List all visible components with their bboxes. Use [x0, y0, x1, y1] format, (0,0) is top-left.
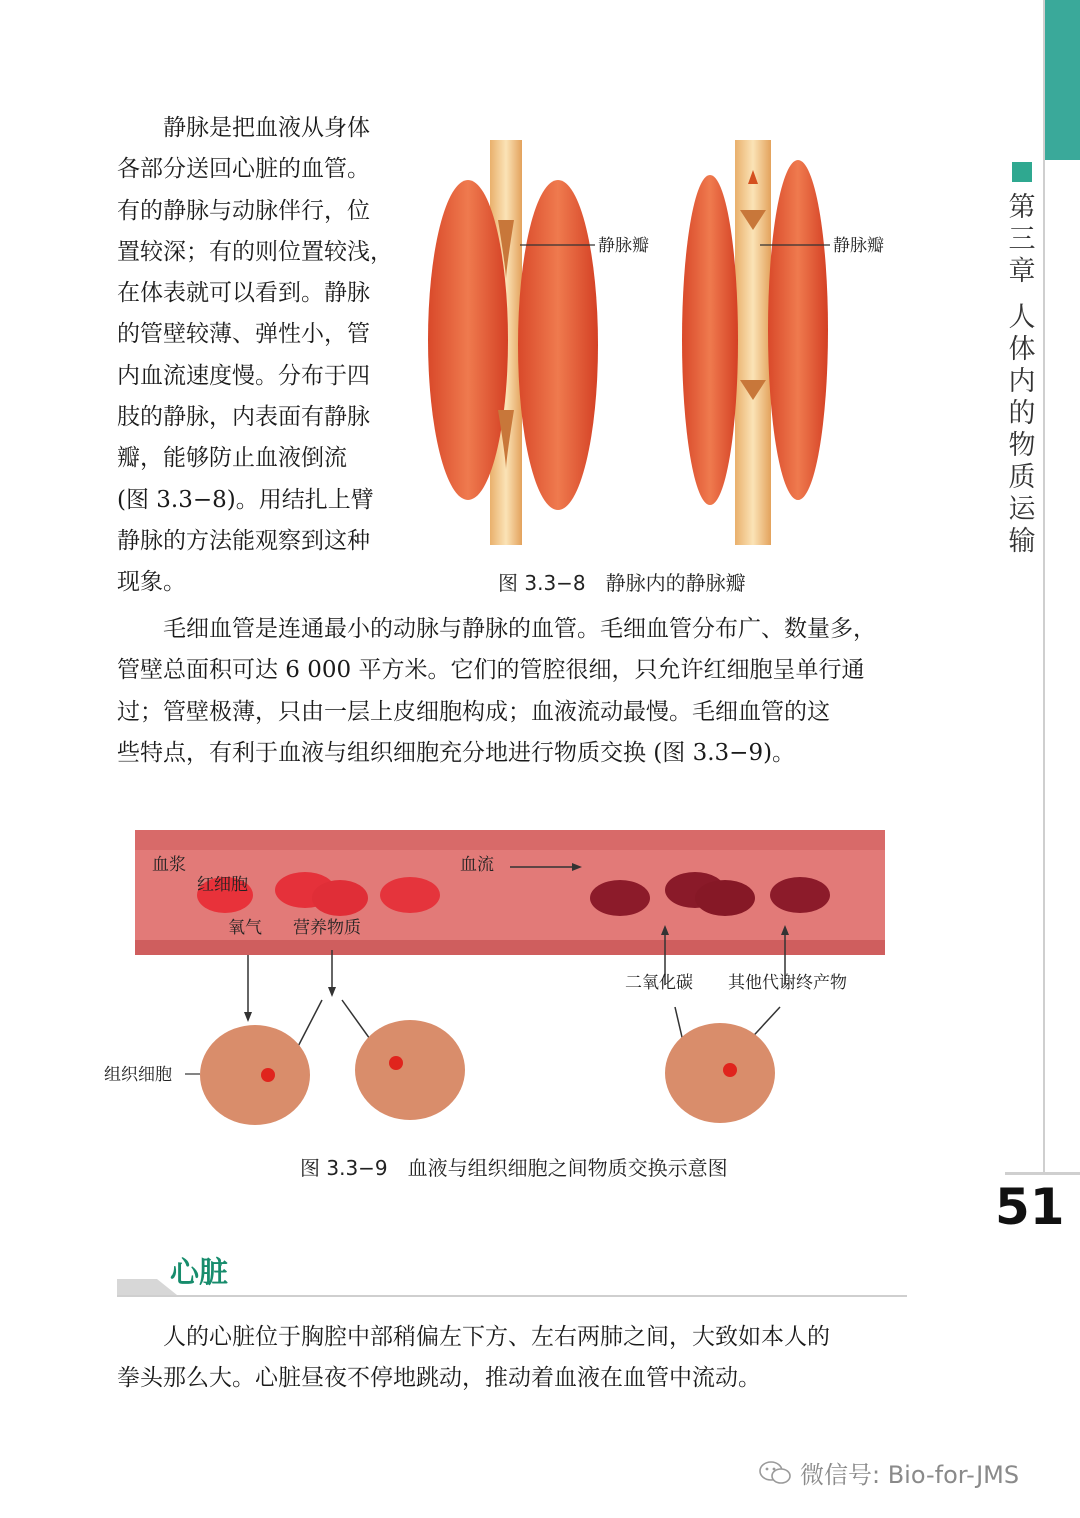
text-line: 静脉的方法能观察到这种: [117, 527, 370, 554]
chapter-title-char: 物: [1008, 430, 1036, 461]
oxygen-label: 氧气: [228, 918, 262, 938]
text-line: 毛细血管是连通最小的动脉与静脉的血管。毛细血管分布广、数量多，: [117, 616, 876, 642]
text-line: 拳头那么大。心脏昼夜不停地跳动，推动着血液在血管中流动。: [117, 1365, 761, 1392]
flow-label: 血流: [460, 855, 494, 875]
heart-paragraph: [117, 1317, 907, 1400]
red-blood-cell: [770, 877, 830, 913]
text-line: 在体表就可以看到。静脉: [117, 280, 370, 307]
chapter-title-char: 质: [1008, 462, 1036, 493]
vein: [735, 140, 771, 545]
text-line: 人的心脏位于胸腔中部稍偏左下方、左右两肺之间，大致如本人的: [117, 1324, 830, 1350]
veins-paragraph: [117, 108, 395, 604]
chapter-title-char: 三: [1008, 224, 1036, 255]
rbc-label: 红细胞: [197, 875, 248, 895]
margin-rule: [1043, 0, 1045, 1175]
text-line: 瓣，能够防止血液倒流: [117, 445, 347, 472]
text-line: 各部分送回心脏的血管。: [117, 156, 370, 183]
section-bar: [117, 1275, 437, 1297]
text-line: (图 3.3−8)。用结扎上臂: [117, 486, 374, 513]
waste-label: 其他代谢终产物: [728, 973, 847, 993]
capillary-paragraph: [117, 609, 907, 774]
red-blood-cell: [695, 880, 755, 916]
red-blood-cell: [380, 877, 440, 913]
chapter-title-char: [1006, 288, 1038, 302]
text-line: 现象。: [117, 569, 186, 596]
watermark-text: 微信号: Bio-for-JMS: [800, 1461, 1020, 1489]
text-line: 置较深；有的则位置较浅，: [117, 238, 393, 265]
section-title: 心脏: [170, 1255, 229, 1289]
text-line: 些特点，有利于血液与组织细胞充分地进行物质交换 (图 3.3−9)。: [117, 739, 796, 766]
chapter-title-char: 体: [1008, 334, 1036, 365]
muscle: [428, 180, 508, 500]
exchange-figure: [100, 820, 900, 1140]
chapter-title-char: 内: [1008, 366, 1036, 397]
plasma-label: 血浆: [152, 855, 186, 875]
text-line: 的管壁较薄、弹性小，管: [117, 321, 370, 348]
text-line: 肢的静脉，内表面有静脉: [117, 404, 370, 431]
valve-label-right: 静脉瓣: [833, 236, 884, 256]
valve-label-left: 静脉瓣: [598, 236, 649, 256]
chapter-tab: [1045, 0, 1080, 160]
red-blood-cell: [312, 880, 368, 916]
muscle: [518, 180, 598, 510]
muscle: [682, 175, 738, 505]
text-line: 内血流速度慢。分布于四: [117, 362, 370, 389]
section-rule: [117, 1295, 907, 1297]
chapter-title-char: 运: [1008, 494, 1036, 525]
text-line: 管壁总面积可达 6 000 平方米。它们的管腔很细，只允许红细胞呈单行通: [117, 657, 865, 684]
chapter-title: [1006, 192, 1038, 558]
page-number: 51: [995, 1178, 1065, 1236]
tissue-cell: [200, 1025, 310, 1125]
watermark: [758, 1455, 1019, 1490]
text-line: 有的静脉与动脉伴行，位: [117, 197, 370, 224]
vein-valve-figure: [420, 130, 940, 550]
tissue-cell: [355, 1020, 465, 1120]
wechat-icon: [758, 1459, 792, 1487]
chapter-title-char: 输: [1008, 526, 1036, 557]
muscle: [768, 160, 828, 500]
figure-caption: 图 3.3−9 血液与组织细胞之间物质交换示意图: [300, 1156, 728, 1180]
nutrients-label: 营养物质: [293, 918, 361, 938]
tissue-cell-label: 组织细胞: [104, 1065, 172, 1085]
figure-caption: 图 3.3−8 静脉内的静脉瓣: [498, 571, 746, 595]
chapter-marker: [1012, 162, 1032, 182]
chapter-title-char: 第: [1008, 192, 1036, 223]
chapter-title-char: 章: [1008, 256, 1036, 287]
red-blood-cell: [590, 880, 650, 916]
chapter-title-char: 的: [1008, 398, 1036, 429]
text-line: 静脉是把血液从身体: [117, 115, 370, 141]
text-line: 过；管壁极薄，只由一层上皮细胞构成；血液流动最慢。毛细血管的这: [117, 698, 830, 725]
tissue-cell: [665, 1023, 775, 1123]
co2-label: 二氧化碳: [625, 973, 693, 993]
page-number-rule: [1005, 1172, 1080, 1175]
chapter-title-char: 人: [1008, 302, 1036, 333]
